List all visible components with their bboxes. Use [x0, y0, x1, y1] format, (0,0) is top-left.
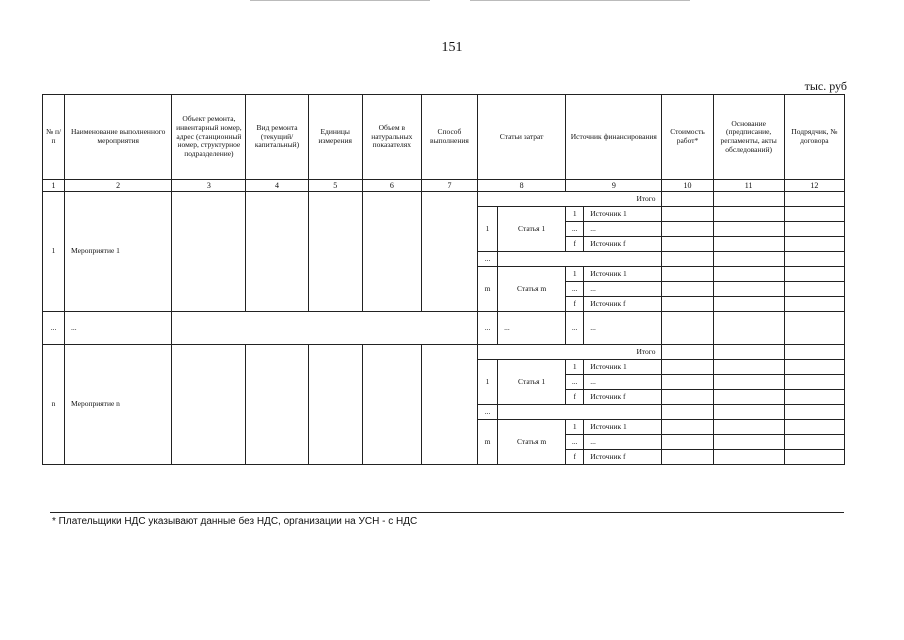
contractor-cell	[784, 312, 844, 345]
source-number: ...	[566, 222, 584, 237]
source-number: 1	[566, 267, 584, 282]
source-name: Источник 1	[584, 420, 662, 435]
scan-edge-line	[250, 0, 430, 2]
row-number: n	[43, 345, 65, 465]
source-name: Источник f	[584, 450, 662, 465]
article-number: m	[478, 420, 498, 465]
basis-cell	[713, 297, 784, 312]
basis-cell	[713, 312, 784, 345]
basis-cell	[713, 360, 784, 375]
article-name	[498, 405, 662, 420]
source-number: 1	[566, 420, 584, 435]
column-number: 8	[478, 180, 566, 192]
cost-cell	[662, 390, 713, 405]
report-table	[42, 94, 845, 465]
source-number: f	[566, 390, 584, 405]
basis-cell	[713, 192, 784, 207]
article-name: Статья m	[498, 267, 566, 312]
cost-cell	[662, 435, 713, 450]
contractor-cell	[784, 360, 844, 375]
header-cell: Стоимость работ*	[662, 95, 713, 180]
measure-name: ...	[65, 312, 172, 345]
basis-cell	[713, 420, 784, 435]
method-cell	[421, 345, 477, 465]
cost-cell	[662, 252, 713, 267]
column-number: 11	[713, 180, 784, 192]
article-number: 1	[478, 207, 498, 252]
contractor-cell	[784, 450, 844, 465]
contractor-cell	[784, 207, 844, 222]
contractor-cell	[784, 267, 844, 282]
volume-cell	[362, 345, 421, 465]
basis-cell	[713, 207, 784, 222]
table-row	[43, 192, 845, 207]
cost-cell	[662, 192, 713, 207]
column-number: 5	[308, 180, 362, 192]
cost-cell	[662, 267, 713, 282]
header-cell: Основание (предписание, регламенты, акты обследований)	[713, 95, 784, 180]
column-number: 4	[246, 180, 308, 192]
units-cell	[308, 192, 362, 312]
contractor-cell	[784, 390, 844, 405]
column-number-row	[43, 180, 845, 192]
source-number: f	[566, 297, 584, 312]
measure-name: Мероприятие 1	[65, 192, 172, 312]
source-name: Источник f	[584, 390, 662, 405]
contractor-cell	[784, 405, 844, 420]
column-number: 6	[362, 180, 421, 192]
cost-cell	[662, 420, 713, 435]
table-row	[43, 312, 845, 345]
column-number: 7	[421, 180, 477, 192]
cost-cell	[662, 312, 713, 345]
repair-type-cell	[246, 192, 308, 312]
source-number: ...	[566, 282, 584, 297]
contractor-cell	[784, 282, 844, 297]
object-cell	[172, 345, 246, 465]
basis-cell	[713, 450, 784, 465]
header-cell: № п/п	[43, 95, 65, 180]
contractor-cell	[784, 375, 844, 390]
header-cell: Объект ремонта, инвентарный номер, адрес (станционный номер, структурное подразделение)	[172, 95, 246, 180]
header-cell: Подрядчик, № договора	[784, 95, 844, 180]
total-label: Итого	[478, 192, 662, 207]
cost-cell	[662, 297, 713, 312]
basis-cell	[713, 345, 784, 360]
basis-cell	[713, 222, 784, 237]
source-number: ...	[566, 375, 584, 390]
article-number: ...	[478, 405, 498, 420]
column-number: 12	[784, 180, 844, 192]
scan-edge-line	[470, 0, 690, 2]
basis-cell	[713, 282, 784, 297]
source-number: f	[566, 237, 584, 252]
contractor-cell	[784, 297, 844, 312]
article-name: ...	[498, 312, 566, 345]
column-number: 9	[566, 180, 662, 192]
article-number: ...	[478, 312, 498, 345]
source-number: ...	[566, 435, 584, 450]
contractor-cell	[784, 435, 844, 450]
row-number: ...	[43, 312, 65, 345]
header-cell: Наименование выполненного мероприятия	[65, 95, 172, 180]
article-name: Статья 1	[498, 207, 566, 252]
header-cell: Единицы измерения	[308, 95, 362, 180]
cost-cell	[662, 375, 713, 390]
column-number: 1	[43, 180, 65, 192]
column-number: 2	[65, 180, 172, 192]
footnote-divider	[50, 512, 844, 513]
cost-cell	[662, 282, 713, 297]
column-number: 3	[172, 180, 246, 192]
method-cell	[421, 192, 477, 312]
source-name: Источник 1	[584, 360, 662, 375]
merged-cell	[172, 312, 478, 345]
contractor-cell	[784, 192, 844, 207]
repair-type-cell	[246, 345, 308, 465]
header-cell: Статьи затрат	[478, 95, 566, 180]
source-number: 1	[566, 360, 584, 375]
cost-cell	[662, 405, 713, 420]
cost-cell	[662, 345, 713, 360]
basis-cell	[713, 267, 784, 282]
source-name: ...	[584, 312, 662, 345]
footnote: * Плательщики НДС указывают данные без НДС, организации на УСН - с НДС	[52, 516, 418, 527]
unit-label: тыс. руб	[804, 79, 847, 93]
header-cell: Объем в натуральных показателях	[362, 95, 421, 180]
source-name: ...	[584, 435, 662, 450]
article-number: 1	[478, 360, 498, 405]
basis-cell	[713, 405, 784, 420]
header-cell: Вид ремонта (текущий/ капитальный)	[246, 95, 308, 180]
basis-cell	[713, 435, 784, 450]
source-name: ...	[584, 375, 662, 390]
source-number: 1	[566, 207, 584, 222]
cost-cell	[662, 222, 713, 237]
object-cell	[172, 192, 246, 312]
measure-name: Мероприятие n	[65, 345, 172, 465]
header-cell: Способ выполнения	[421, 95, 477, 180]
total-label: Итого	[478, 345, 662, 360]
cost-cell	[662, 450, 713, 465]
contractor-cell	[784, 420, 844, 435]
article-number: ...	[478, 252, 498, 267]
table-row	[43, 345, 845, 360]
cost-cell	[662, 360, 713, 375]
article-name: Статья 1	[498, 360, 566, 405]
volume-cell	[362, 192, 421, 312]
cost-cell	[662, 207, 713, 222]
basis-cell	[713, 390, 784, 405]
basis-cell	[713, 375, 784, 390]
contractor-cell	[784, 345, 844, 360]
header-row	[43, 95, 845, 180]
basis-cell	[713, 252, 784, 267]
basis-cell	[713, 237, 784, 252]
article-name	[498, 252, 662, 267]
source-name: Источник f	[584, 297, 662, 312]
units-cell	[308, 345, 362, 465]
article-name: Статья m	[498, 420, 566, 465]
column-number: 10	[662, 180, 713, 192]
header-cell: Источник финансирования	[566, 95, 662, 180]
article-number: m	[478, 267, 498, 312]
page-number: 151	[441, 40, 463, 55]
row-number: 1	[43, 192, 65, 312]
source-name: ...	[584, 222, 662, 237]
contractor-cell	[784, 252, 844, 267]
source-name: Источник 1	[584, 267, 662, 282]
source-name: ...	[584, 282, 662, 297]
source-name: Источник f	[584, 237, 662, 252]
contractor-cell	[784, 237, 844, 252]
source-number: f	[566, 450, 584, 465]
contractor-cell	[784, 222, 844, 237]
source-number: ...	[566, 312, 584, 345]
cost-cell	[662, 237, 713, 252]
source-name: Источник 1	[584, 207, 662, 222]
